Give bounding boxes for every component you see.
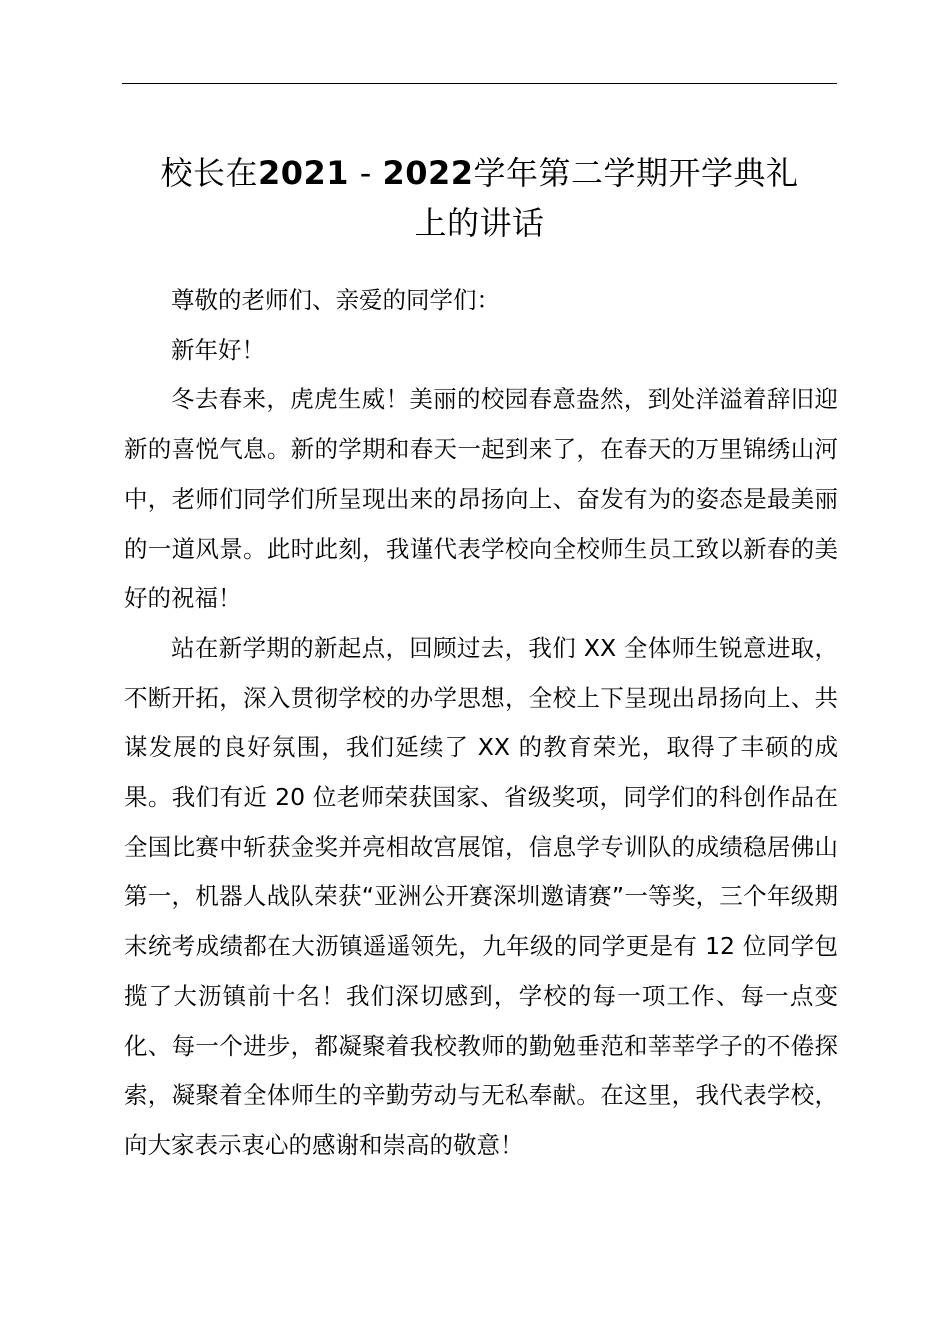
greeting-paragraph: 新年好！ [171,335,265,364]
spring-wishes-paragraph: 冬去春来，虎虎生威！美丽的校园春意盎然，到处洋溢着辞旧迎新的喜悦气息。新的学期和春天一起到来了，在春天的万里锦绣山河中，老师们同学们所呈现出来的昂扬向上、奋发有为的姿态是最美丽的一道风景。此时此刻，我谨代表学校向全校师生员工致以新春的美好的祝福！ [124,385,838,613]
title-year-end: 2022 [382,154,474,192]
achievements-paragraph: 站在新学期的新起点，回顾过去，我们 XX 全体师生锐意进取，不断开拓，深入贯彻学校的办学思想，全校上下呈现出昂扬向上、共谋发展的良好氛围，我们延续了 XX 的教育荣光，取得了丰硕的成果。我们有近 20 位老师荣获国家、省级奖项，同学们的科创作品在全国比赛中斩获金奖并亮相故宫展馆，信息学专训队的成绩稳居佛山第一，机器人战队荣获“亚洲公开赛深圳邀请赛”一等奖，三个年级期末统考成绩都在大沥镇遥遥领先，九年级的同学更是有 12 位同学包揽了大沥镇前十名！我们深切感到，学校的每一项工作、每一点变化、每一个进步，都凝聚着我校教师的勤勉垂范和莘莘学子的不倦探索，凝聚着全体师生的辛勤劳动与无私奉献。在这里，我代表学校，向大家表示衷心的感谢和崇高的敬意！ [124,633,838,1159]
title-line1-suffix: 学年第二学期开学典礼 [473,154,799,192]
salutation-paragraph: 尊敬的老师们、亲爱的同学们： [171,286,500,314]
title-prefix: 校长在 [160,154,258,192]
title-line2: 上的讲话 [414,204,545,242]
title-separator: - [349,154,383,192]
header-rule [122,83,837,84]
title-year-start: 2021 [257,154,350,192]
speech-body [124,276,838,1171]
document-title [122,148,837,248]
